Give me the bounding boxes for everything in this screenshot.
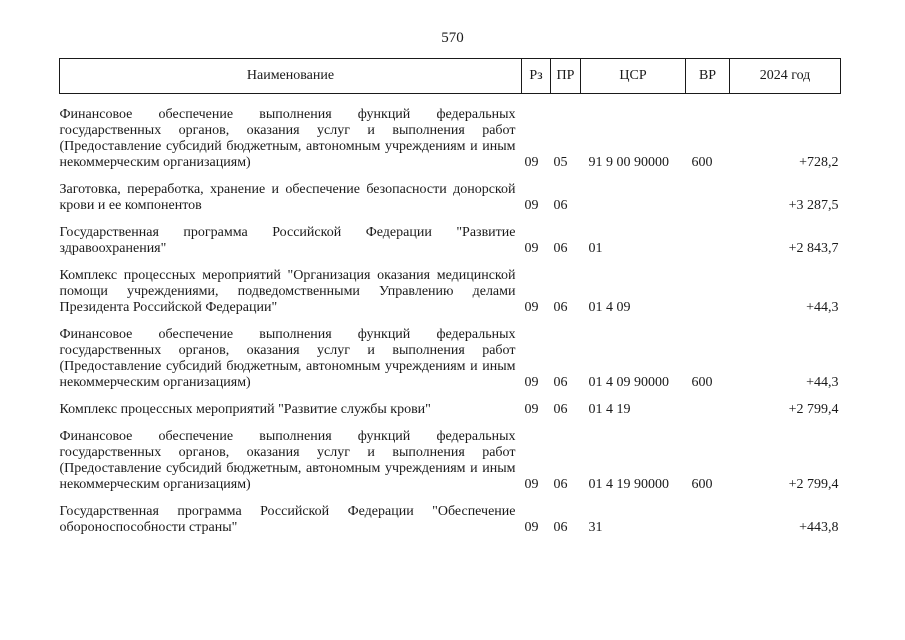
row-csr: 91 9 00 90000 bbox=[588, 155, 669, 170]
row-rz: 09 bbox=[524, 300, 539, 315]
row-vr bbox=[686, 391, 730, 418]
row-name: Финансовое обеспечение выполнения функций федеральных государственных органов, оказания услуг и выполнения работ (Предоставление субсидий бюджетным, автономным учреждениям и иным некоммерческим организациям) bbox=[59, 429, 516, 492]
row-name: Финансовое обеспечение выполнения функций федеральных государственных органов, оказания услуг и выполнения работ (Предоставление субсидий бюджетным, автономным учреждениям и иным некоммерческим организациям) bbox=[59, 107, 516, 170]
row-pr: 06 bbox=[553, 241, 568, 256]
row-pr: 06 bbox=[553, 520, 568, 535]
row-rz: 09 bbox=[524, 402, 539, 417]
row-csr: 01 4 09 90000 bbox=[588, 375, 669, 390]
row-rz: 09 bbox=[524, 198, 539, 213]
table-row bbox=[60, 391, 841, 418]
row-pr: 06 bbox=[553, 402, 568, 417]
table-row bbox=[60, 214, 841, 257]
row-vr: 600 bbox=[691, 155, 713, 170]
row-rz: 09 bbox=[524, 375, 539, 390]
header-csr: ЦСР bbox=[581, 59, 686, 94]
page-number: 570 bbox=[441, 30, 464, 46]
row-name: Государственная программа Российской Федерации "Развитие здравоохранения" bbox=[59, 225, 516, 256]
table-row bbox=[60, 316, 841, 391]
row-name: Комплекс процессных мероприятий "Организация оказания медицинской помощи учреждениями, подведомственными Управлению делами Президента Российской Федерации" bbox=[59, 268, 516, 315]
row-value: +44,3 bbox=[806, 300, 839, 315]
row-csr bbox=[581, 171, 686, 214]
row-rz: 09 bbox=[524, 477, 539, 492]
header-vr: ВР bbox=[686, 59, 730, 94]
row-csr: 01 4 19 90000 bbox=[588, 477, 669, 492]
row-pr: 06 bbox=[553, 198, 568, 213]
row-rz: 09 bbox=[524, 520, 539, 535]
row-rz: 09 bbox=[524, 155, 539, 170]
row-csr: 01 bbox=[588, 241, 603, 256]
header-rz: Рз bbox=[522, 59, 551, 94]
table-body bbox=[60, 94, 841, 537]
row-csr: 01 4 19 bbox=[588, 402, 631, 417]
budget-table bbox=[59, 58, 841, 536]
header-year: 2024 год bbox=[730, 59, 841, 94]
table-header bbox=[60, 59, 841, 94]
row-value: +2 799,4 bbox=[788, 477, 839, 492]
table-row bbox=[60, 418, 841, 493]
row-name: Комплекс процессных мероприятий "Развитие службы крови" bbox=[59, 402, 431, 417]
row-vr bbox=[686, 171, 730, 214]
row-value: +443,8 bbox=[799, 520, 839, 535]
row-rz: 09 bbox=[524, 241, 539, 256]
row-csr: 31 bbox=[588, 520, 603, 535]
table-row bbox=[60, 257, 841, 316]
table-row bbox=[60, 94, 841, 172]
table-row bbox=[60, 171, 841, 214]
row-vr: 600 bbox=[691, 477, 713, 492]
row-value: +44,3 bbox=[806, 375, 839, 390]
row-value: +2 843,7 bbox=[788, 241, 839, 256]
row-pr: 06 bbox=[553, 375, 568, 390]
row-pr: 05 bbox=[553, 155, 568, 170]
row-pr: 06 bbox=[553, 477, 568, 492]
row-vr bbox=[686, 214, 730, 257]
row-vr bbox=[686, 493, 730, 536]
row-value: +2 799,4 bbox=[788, 402, 839, 417]
row-value: +728,2 bbox=[799, 155, 839, 170]
row-vr bbox=[686, 257, 730, 316]
row-pr: 06 bbox=[553, 300, 568, 315]
row-name: Заготовка, переработка, хранение и обеспечение безопасности донорской крови и ее компонентов bbox=[59, 182, 516, 213]
table-row bbox=[60, 493, 841, 536]
header-name: Наименование bbox=[60, 59, 522, 94]
row-name: Государственная программа Российской Федерации "Обеспечение обороноспособности страны" bbox=[59, 504, 516, 535]
row-vr: 600 bbox=[691, 375, 713, 390]
header-pr: ПР bbox=[551, 59, 581, 94]
row-csr: 01 4 09 bbox=[588, 300, 631, 315]
row-value: +3 287,5 bbox=[788, 198, 839, 213]
row-name: Финансовое обеспечение выполнения функций федеральных государственных органов, оказания услуг и выполнения работ (Предоставление субсидий бюджетным, автономным учреждениям и иным некоммерческим организациям) bbox=[59, 327, 516, 390]
